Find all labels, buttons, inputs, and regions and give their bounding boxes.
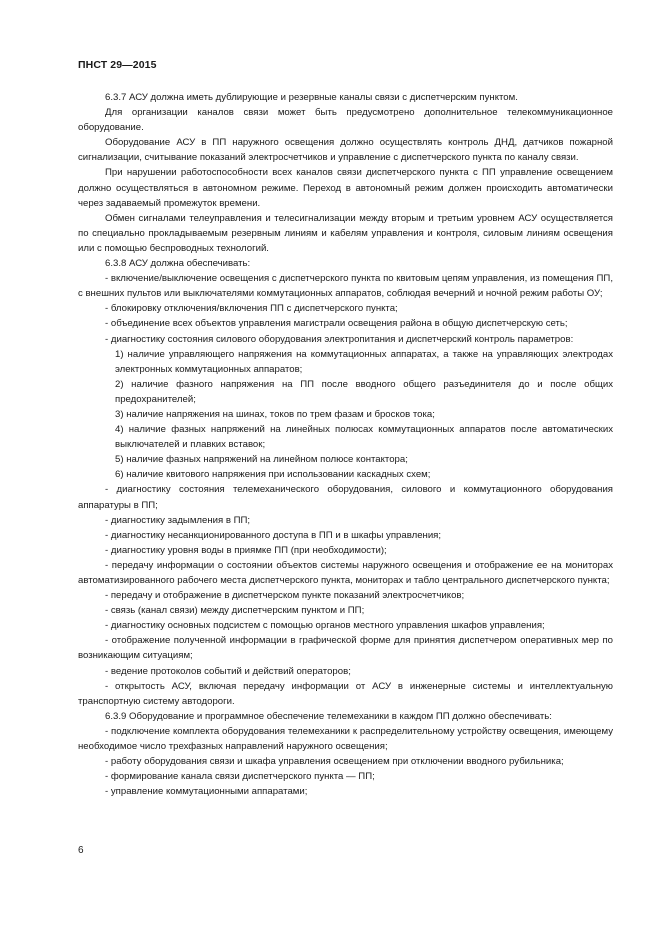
paragraph: Оборудование АСУ в ПП наружного освещения должно осуществлять контроль ДНД, датчиков пожарной сигнализации, считывание показаний электросчетчиков и управление с диспетчерского пункта по каналу связи. <box>78 137 613 164</box>
paragraph: - работу оборудования связи и шкафа управления освещением при отключении вводного рубильника; <box>105 756 564 768</box>
paragraph: - диагностику несанкционированного доступа в ПП и в шкафы управления; <box>105 529 442 541</box>
list-subitem: 4) наличие фазных напряжений на линейных полюсах коммутационных аппаратов после автоматических выключателей и плавких вставок; <box>115 424 613 451</box>
paragraph: - диагностику основных подсистем с помощью органов местного управления шкафов управления; <box>105 620 545 632</box>
page-number: 6 <box>78 845 84 856</box>
paragraph: - диагностику задымления в ПП; <box>105 514 251 526</box>
document-header-id: ПНСТ 29—2015 <box>78 59 157 71</box>
paragraph: - отображение полученной информации в графической форме для принятия диспетчером оперативных мер по возникающим ситуациям; <box>78 635 613 662</box>
paragraph: - передачу и отображение в диспетчерском пункте показаний электросчетчиков; <box>105 590 465 602</box>
paragraph: Обмен сигналами телеуправления и телесигнализации между вторым и третьим уровнем АСУ осуществляется по специально прокладываемым резервным линиям и кабелям управления и контроля, силовым линиям освещения или с помощью беспроводных технологий. <box>78 212 613 254</box>
document-body <box>78 90 613 799</box>
paragraph: Для организации каналов связи может быть предусмотрено дополнительное телекоммуникационное оборудование. <box>78 107 613 134</box>
paragraph: - объединение всех объектов управления магистрали освещения района в общую диспетчерскую сеть; <box>105 318 568 330</box>
paragraph: - блокировку отключения/включения ПП с диспетчерского пункта; <box>105 303 398 315</box>
paragraph: - диагностику уровня воды в приямке ПП (при необходимости); <box>105 544 387 556</box>
paragraph: - открытость АСУ, включая передачу информации от АСУ в инженерные системы и интеллектуальную транспортную систему автодороги. <box>78 680 613 707</box>
list-subitem: 3) наличие напряжения на шинах, токов по трем фазам и бросков тока; <box>115 408 435 420</box>
paragraph: 6.3.7 АСУ должна иметь дублирующие и резервные каналы связи с диспетчерским пунктом. <box>105 92 518 103</box>
paragraph: - передачу информации о состоянии объектов системы наружного освещения и отображение ее на мониторах автоматизированного рабочего места диспетчерского пункта, мониторах и табло центрального диспетчерского пункта; <box>78 559 613 586</box>
paragraph: - ведение протоколов событий и действий операторов; <box>105 665 351 677</box>
paragraph: - управление коммутационными аппаратами; <box>105 786 308 798</box>
list-subitem: 1) наличие управляющего напряжения на коммутационных аппаратах, а также на управляющих электродах электронных коммутационных аппаратов; <box>115 348 613 375</box>
paragraph: - включение/выключение освещения с диспетчерского пункта по квитовым цепям управления, из помещения ПП, с внешних пультов или выключателями коммутационных аппаратов, соблюдая вечерний и ночной режим работы ОУ; <box>78 273 613 300</box>
paragraph: - диагностику состояния силового оборудования электропитания и диспетчерский контроль параметров: <box>105 333 574 345</box>
list-subitem: 6) наличие квитового напряжения при использовании каскадных схем; <box>115 469 431 481</box>
paragraph: При нарушении работоспособности всех каналов связи диспетчерского пункта с ПП управление освещением должно осуществляться в автономном режиме. Переход в автономный режим должен происходить автоматически через задаваемый промежуток времени. <box>78 167 613 209</box>
paragraph: 6.3.9 Оборудование и программное обеспечение телемеханики в каждом ПП должно обеспечивать: <box>105 710 552 722</box>
paragraph: - связь (канал связи) между диспетчерским пунктом и ПП; <box>105 605 365 617</box>
paragraph: - диагностику состояния телемеханического оборудования, силового и коммутационного оборудования аппаратуры в ПП; <box>78 484 613 511</box>
paragraph: - формирование канала связи диспетчерского пункта — ПП; <box>105 771 375 783</box>
paragraph: 6.3.8 АСУ должна обеспечивать: <box>105 258 251 270</box>
paragraph: - подключение комплекта оборудования телемеханики к распределительному устройству освещения, имеющему необходимое число трехфазных направлений наружного освещения; <box>78 725 613 753</box>
list-subitem: 5) наличие фазных напряжений на линейном полюсе контактора; <box>115 454 408 466</box>
list-subitem: 2) наличие фазного напряжения на ПП после вводного общего разъединителя до и после общих предохранителей; <box>115 378 613 405</box>
